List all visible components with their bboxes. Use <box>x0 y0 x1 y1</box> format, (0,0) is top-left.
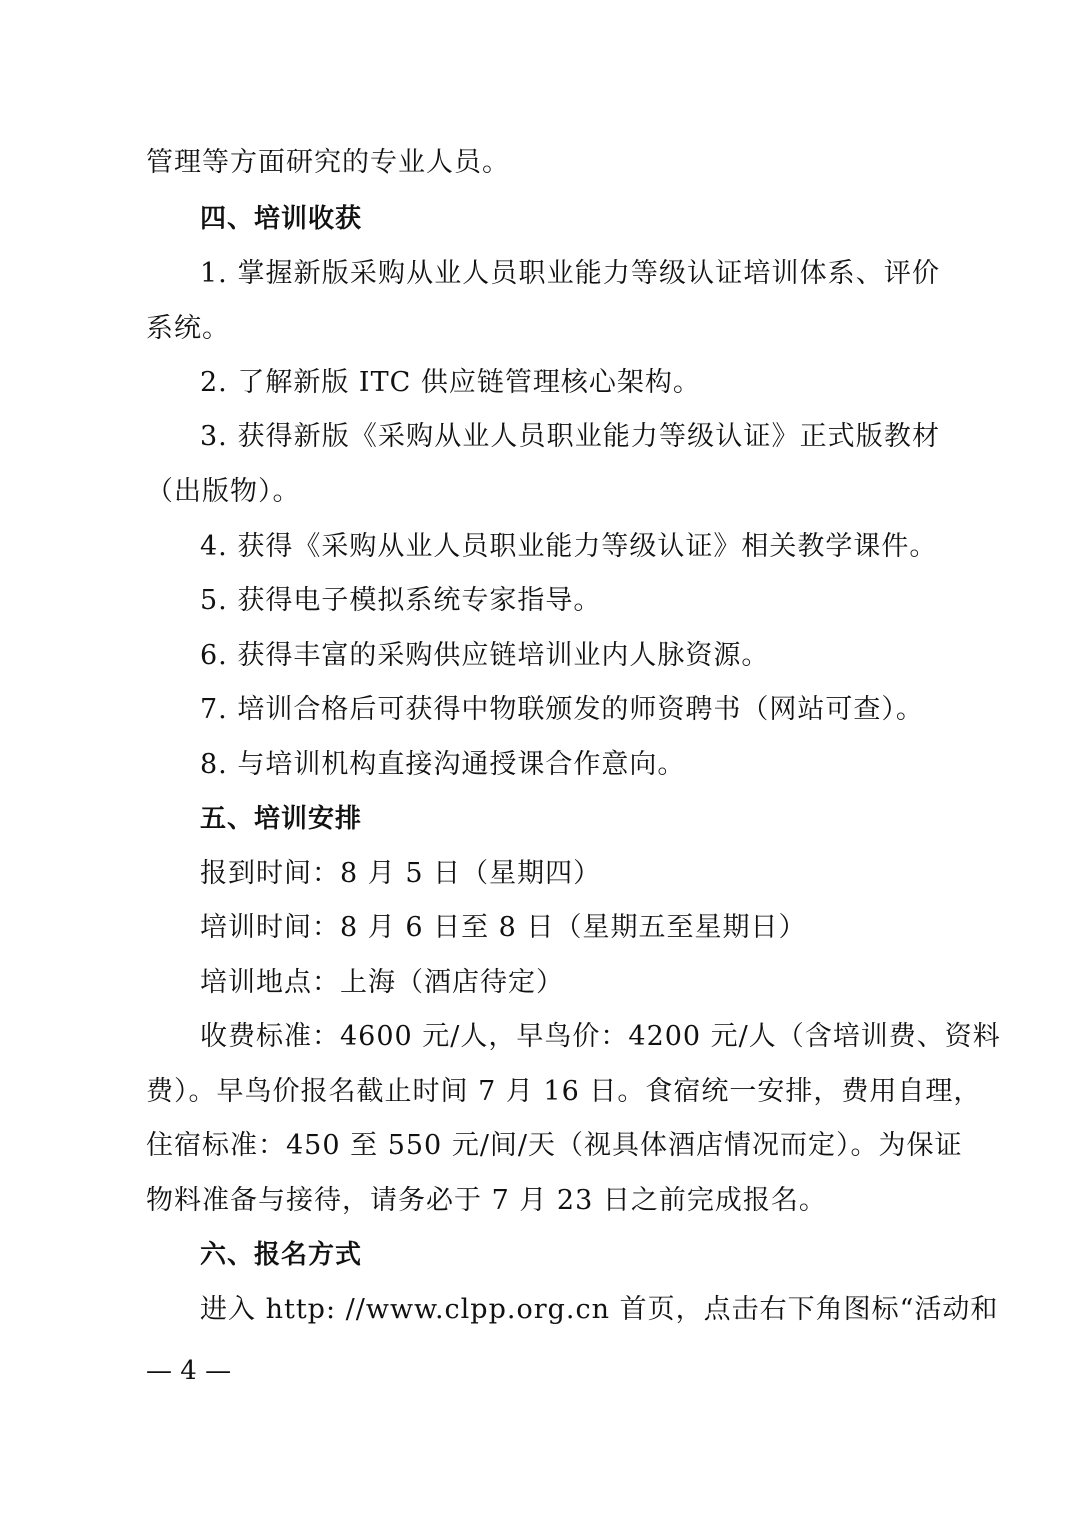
training-time: 培训时间：8 月 6 日至 8 日（星期五至星期日） <box>200 912 807 943</box>
page-number: — 4 — <box>146 1356 232 1386</box>
list-item-6: 6. 获得丰富的采购供应链培训业内人脉资源。 <box>200 640 770 671</box>
list-item-2: 2. 了解新版 ITC 供应链管理核心架构。 <box>200 367 701 398</box>
fee-standard: 收费标准：4600 元/人，早鸟价：4200 元/人（含培训费、资料 <box>200 1021 1001 1052</box>
list-item-1-continuation: 系统。 <box>146 313 230 344</box>
fee-standard-continuation-1: 费）。早鸟价报名截止时间 7 月 16 日。食宿统一安排，费用自理， <box>146 1076 982 1107</box>
paragraph-line-continuation: 管理等方面研究的专业人员。 <box>146 147 510 178</box>
section-heading-training-benefits: 四、培训收获 <box>200 204 363 234</box>
list-item-3-continuation: （出版物）。 <box>146 476 301 507</box>
list-item-1: 1. 掌握新版采购从业人员职业能力等级认证培训体系、评价 <box>200 258 940 289</box>
list-item-3: 3. 获得新版《采购从业人员职业能力等级认证》正式版教材 <box>200 421 940 452</box>
training-location: 培训地点：上海（酒店待定） <box>200 967 564 998</box>
list-item-7: 7. 培训合格后可获得中物联颁发的师资聘书（网站可查）。 <box>200 694 924 725</box>
fee-standard-continuation-2: 住宿标准：450 至 550 元/间/天（视具体酒店情况而定）。为保证 <box>146 1130 963 1161</box>
section-heading-registration: 六、报名方式 <box>200 1240 363 1270</box>
list-item-5: 5. 获得电子模拟系统专家指导。 <box>200 585 602 616</box>
registration-instructions: 进入 http: //www.clpp.org.cn 首页，点击右下角图标“活动和 <box>200 1294 999 1325</box>
list-item-8: 8. 与培训机构直接沟通授课合作意向。 <box>200 749 686 780</box>
list-item-4: 4. 获得《采购从业人员职业能力等级认证》相关教学课件。 <box>200 531 938 562</box>
fee-standard-continuation-3: 物料准备与接待，请务必于 7 月 23 日之前完成报名。 <box>146 1185 827 1216</box>
check-in-time: 报到时间：8 月 5 日（星期四） <box>200 858 602 889</box>
section-heading-training-schedule: 五、培训安排 <box>200 804 363 834</box>
